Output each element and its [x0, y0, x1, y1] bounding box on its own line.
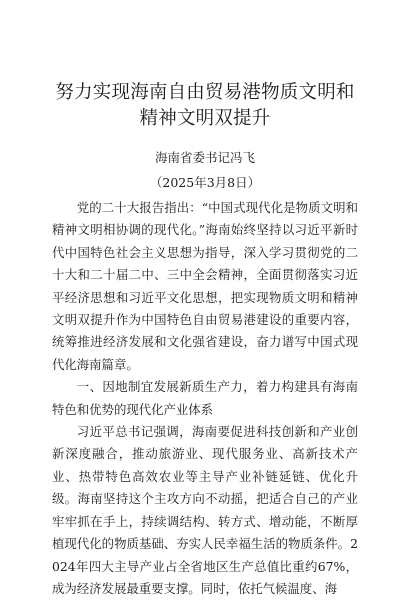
document-date: （2025年3月8日） — [149, 175, 261, 190]
section-heading-1: 一、因地制宜发展新质生产力，着力构建具有海南特色和优势的现代化产业体系 — [52, 379, 358, 417]
paragraph-section-1: 习近平总书记强调，海南要促进科技创新和产业创新深度融合，推动旅游业、现代服务业、高新技术产业、热带特色高效农业等主导产业补链延链、优化升级。海南坚持这个主攻方向不动摇，把适合自己的产业牢牢抓在手上，持续调结构、转方式、增动能，不断厚植现代化的物质基础、夯实人民幸福生活的物质条件。2024年四大主导产业占全省地区生产总值比重约67%，成为经济发展最重要支撑。同时，依托气候温度、海 — [52, 424, 358, 596]
document-author: 海南省委书记冯飞 — [154, 150, 255, 165]
document-title: 努力实现海南自由贸易港物质文明和精神文明双提升 — [55, 82, 355, 129]
document-body — [52, 197, 358, 600]
paragraph-intro: 党的二十大报告指出：“中国式现代化是物质文明和精神文明相协调的现代化。”海南始终坚持以习近平新时代中国特色社会主义思想为指导，深入学习贯彻党的二十大和二十届二中、三中全会精神，全面贯彻落实习近平经济思想和习近平文化思想，把实现物质文明和精神文明双提升作为中国特色自由贸易港建设的重要内容，统筹推进经济发展和文化强省建设，奋力谱写中国式现代化海南篇章。 — [52, 200, 358, 372]
